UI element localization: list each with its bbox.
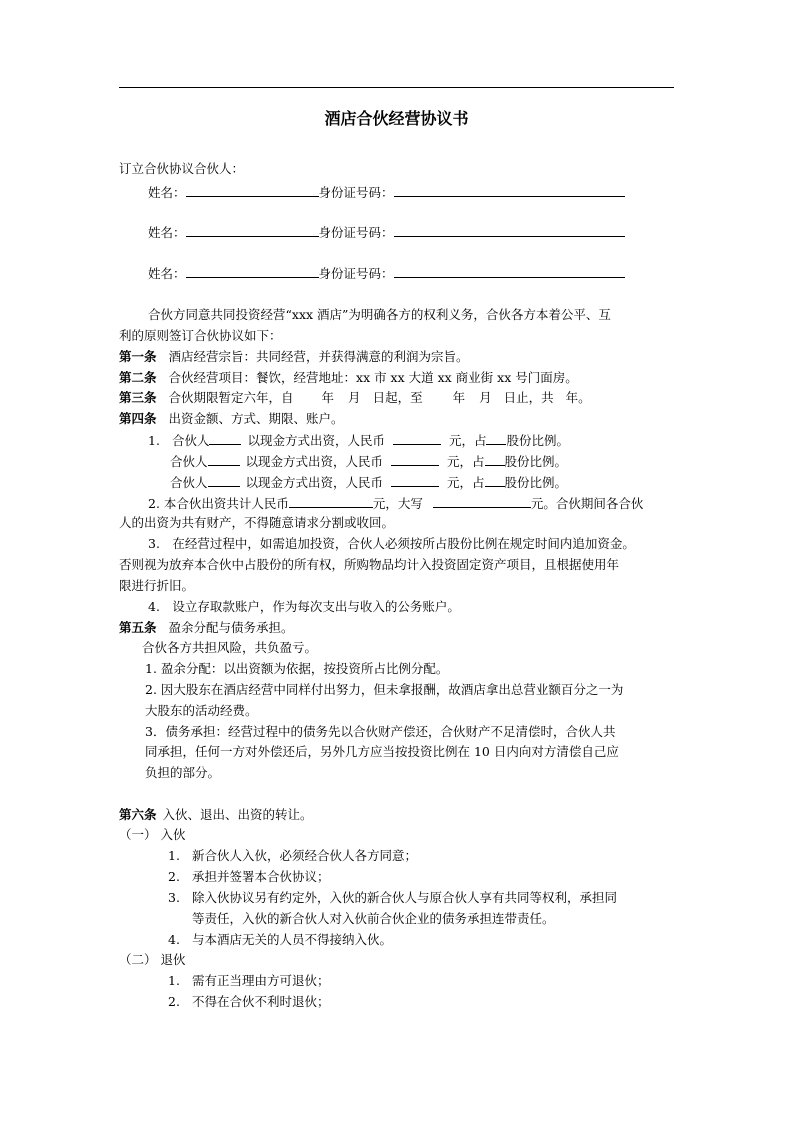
list-item-text: 承担并签署本合伙协议； <box>192 869 330 884</box>
article-4-item-3-cont2: 限进行折旧。 <box>119 578 195 593</box>
article-4-item-3-cont: 否则视为放弃本合伙中占股份的所有权，所购物品均计入投资固定资产项目，且根据使用年 <box>119 557 620 572</box>
preamble-line-2: 利的原则签订合伙协议如下： <box>119 328 282 343</box>
article-4-title: 第四条 <box>119 411 157 426</box>
intro-line: 订立合伙协议合伙人： <box>119 161 245 176</box>
article-2-text: 合伙经营项目：餐饮，经营地址：xx 市 xx 大道 xx 商业街 xx 号门面房。 <box>168 370 578 385</box>
id-label: 身份证号码： <box>318 266 394 281</box>
article-4-text: 出资金额、方式、期限、账户。 <box>168 411 344 426</box>
article-3: 第三条 合伙期限暂定六年，自 年 月 日起，至 年 月 日止，共 年。 <box>119 390 591 405</box>
article-5-title: 第五条 <box>119 620 157 635</box>
list-item <box>168 994 180 1010</box>
item-number: 1. <box>148 433 160 448</box>
day-to-label: 日止，共 <box>503 390 554 405</box>
name-field-1[interactable] <box>186 184 319 197</box>
year-label: 年 <box>452 390 466 405</box>
article-5-text: 盈余分配与债务承担。 <box>168 620 294 635</box>
article-5-item-1: 1. 盈余分配：以出资额为依据，按投资所占比例分配。 <box>145 661 449 676</box>
share-field[interactable] <box>486 432 506 445</box>
contribution-row-1 <box>148 432 569 449</box>
list-item-text: 需有正当理由方可退伙； <box>192 973 330 988</box>
article-3-text: 合伙期限暂定六年，自 <box>168 390 294 405</box>
partner-row-2 <box>148 224 625 241</box>
name-label: 姓名： <box>148 266 186 281</box>
section-title: 入伙 <box>160 827 186 842</box>
partner-field[interactable] <box>208 453 240 466</box>
article-4-item-4: 4. 设立存取款账户，作为每次支出与收入的公务账户。 <box>148 599 460 614</box>
total-amount-field[interactable] <box>289 495 373 508</box>
article-5-sub: 合伙各方共担风险，共负盈亏。 <box>142 640 318 655</box>
share-field[interactable] <box>485 453 505 466</box>
partner-field[interactable] <box>208 474 240 487</box>
section-number: （一） <box>119 827 157 842</box>
article-4-item-2-cont: 人的出资为共有财产，不得随意请求分割或收回。 <box>119 515 395 530</box>
capital-amount-field[interactable] <box>433 495 531 508</box>
name-label: 姓名： <box>148 185 186 200</box>
share-text: 股份比例。 <box>504 475 568 490</box>
article-4 <box>119 411 344 427</box>
partner-label: 合伙人 <box>170 475 208 490</box>
item-number: 1. <box>168 973 180 988</box>
section-1-heading <box>119 827 186 843</box>
list-item-text: 与本酒店无关的人员不得接纳入伙。 <box>192 932 393 947</box>
partner-label: 合伙人 <box>170 454 208 469</box>
yuan-text: 元，占 <box>447 475 485 490</box>
name-field-3[interactable] <box>186 265 319 278</box>
partner-field[interactable] <box>209 432 241 445</box>
month-label: 月 <box>479 390 492 405</box>
item-number: 4. <box>168 932 180 947</box>
article-3-title: 第三条 <box>119 390 157 405</box>
amount-field[interactable] <box>393 432 441 445</box>
day-from-label: 日起，至 <box>372 390 423 405</box>
article-2 <box>119 370 578 386</box>
section-title: 退伙 <box>160 952 186 967</box>
list-item-text: 除入伙协议另有约定外，入伙的新合伙人与原合伙人享有共同等权利，承担同 <box>192 890 618 905</box>
article-4-item-2 <box>148 495 643 512</box>
article-5-item-2: 2. 因大股东在酒店经营中同样付出努力，但未拿报酬，故酒店拿出总营业额百分之一为 <box>145 682 624 697</box>
article-5 <box>119 620 294 636</box>
article-6 <box>119 807 313 823</box>
id-field-3[interactable] <box>394 265 625 278</box>
item-number: 1. <box>168 848 180 863</box>
amount-field[interactable] <box>391 474 439 487</box>
article-6-title: 第六条 <box>119 807 157 822</box>
list-item <box>168 848 180 864</box>
list-item <box>168 973 180 989</box>
list-item <box>168 890 180 906</box>
partner-row-3 <box>148 265 625 282</box>
name-field-2[interactable] <box>186 224 319 237</box>
name-label: 姓名： <box>148 225 186 240</box>
id-field-2[interactable] <box>394 224 625 237</box>
id-label: 身份证号码： <box>318 225 394 240</box>
cash-text: 以现金方式出资，人民币 <box>247 433 385 448</box>
cash-text: 以现金方式出资，人民币 <box>245 454 384 469</box>
document-title: 酒店合伙经营协议书 <box>324 109 469 128</box>
list-item <box>168 869 180 885</box>
share-text: 股份比例。 <box>506 433 569 448</box>
partner-label: 合伙人 <box>171 433 210 448</box>
cash-text: 以现金方式出资，人民币 <box>245 475 384 490</box>
month-label: 月 <box>348 390 361 405</box>
total-text: 2. 本合伙出资共计人民币 <box>148 496 289 511</box>
item-number: 3. <box>168 890 180 905</box>
share-field[interactable] <box>485 474 505 487</box>
header-rule <box>119 87 674 88</box>
share-text: 股份比例。 <box>504 454 568 469</box>
article-1-title: 第一条 <box>119 349 157 364</box>
article-5-item-3-cont: 同承担，任何一方对外偿还后，另外几方应当按投资比例在 10 日内向对方清偿自己应 <box>145 744 619 759</box>
item-number: 2. <box>168 994 180 1009</box>
article-5-item-2-cont: 大股东的活动经费。 <box>145 703 258 718</box>
total-tail-text: 元。合伙期间各合伙 <box>530 496 644 511</box>
id-label: 身份证号码： <box>318 185 394 200</box>
article-1-text: 酒店经营宗旨：共同经营，并获得满意的利润为宗旨。 <box>168 349 469 364</box>
year-label: 年 <box>321 390 335 405</box>
article-4-item-3: 3. 在经营过程中，如需追加投资，合伙人必须按所占股份比例在规定时间内追加资金。 <box>148 536 635 551</box>
article-6-text: 入伙、退出、出资的转让。 <box>162 807 313 822</box>
article-5-item-3: 3．债务承担：经营过程中的债务先以合伙财产偿还，合伙财产不足清偿时，合伙人共 <box>145 724 616 739</box>
section-number: （二） <box>119 952 157 967</box>
article-1 <box>119 349 469 365</box>
preamble-line-1: 合伙方同意共同投资经营“xxx 酒店”为明确各方的权利义务，合伙各方本着公平、互 <box>148 307 611 322</box>
capital-text: 元，大写 <box>372 496 423 511</box>
article-2-title: 第二条 <box>119 370 157 385</box>
yuan-text: 元，占 <box>447 454 485 469</box>
partner-row-1 <box>148 184 625 201</box>
id-field-1[interactable] <box>394 184 625 197</box>
amount-field[interactable] <box>391 453 439 466</box>
list-item-text: 等责任，入伙的新合伙人对入伙前合伙企业的债务承担连带责任。 <box>192 911 555 926</box>
contribution-row-2 <box>170 453 567 470</box>
section-2-heading <box>119 952 186 968</box>
year-label: 年 <box>565 390 579 405</box>
contribution-row-3 <box>170 474 567 491</box>
list-item-text: 不得在合伙不利时退伙； <box>192 994 330 1009</box>
article-5-item-3-cont2: 负担的部分。 <box>145 765 221 780</box>
item-number: 2. <box>168 869 180 884</box>
list-item-text: 新合伙人入伙，必须经合伙人各方同意； <box>192 848 418 863</box>
yuan-text: 元，占 <box>448 433 487 448</box>
list-item <box>168 932 180 948</box>
